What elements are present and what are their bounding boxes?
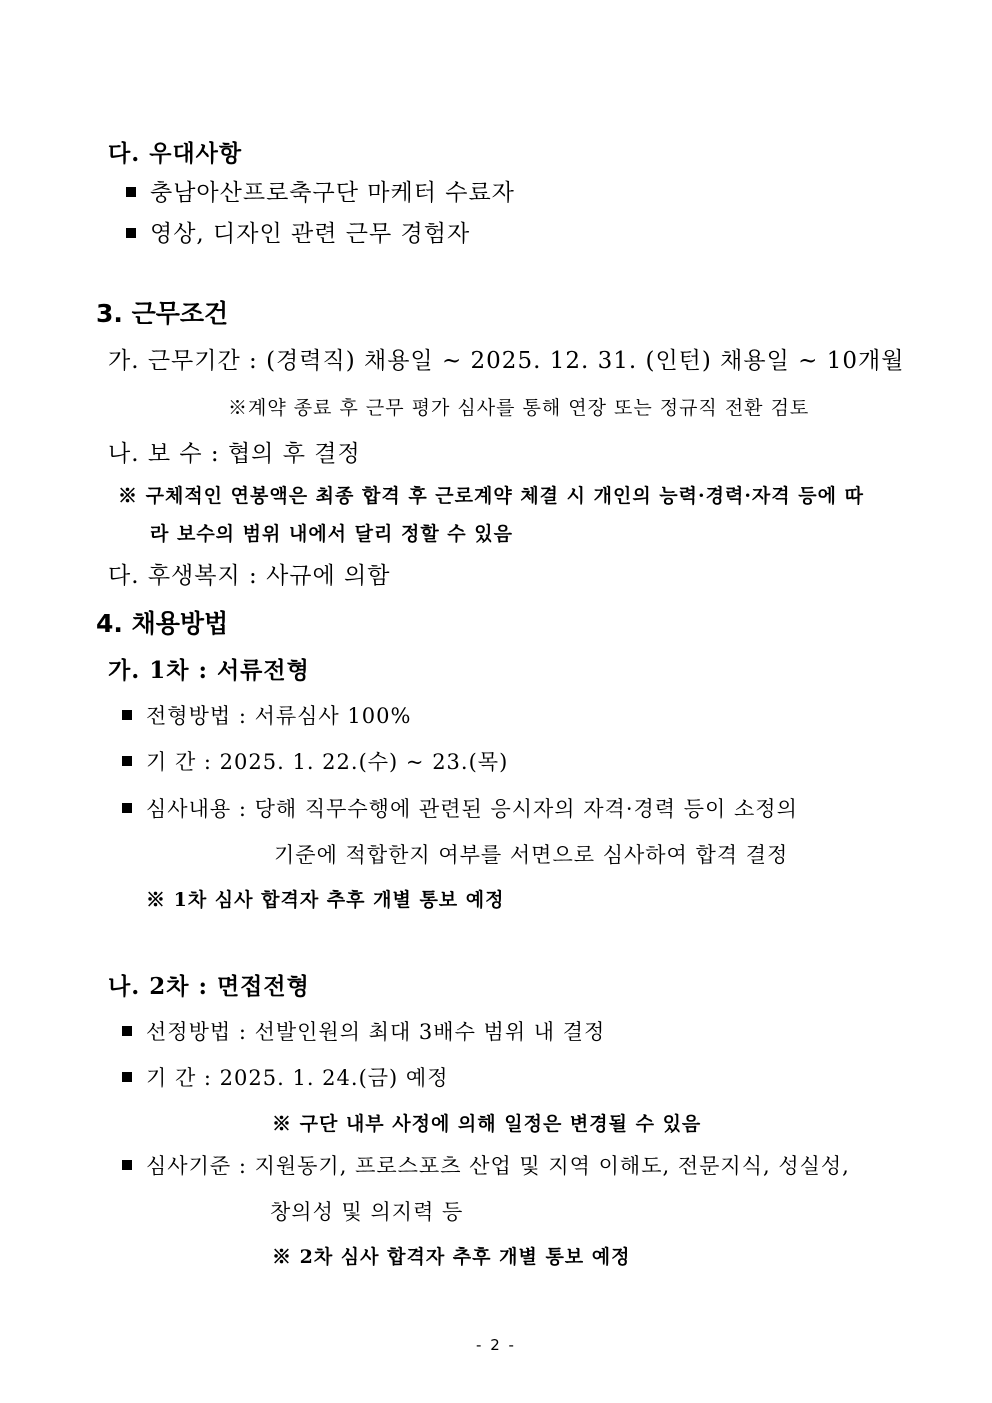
first-content-line-2: 기준에 적합한지 여부를 서면으로 심사하여 합격 결정 — [274, 843, 789, 867]
second-criteria-line-2: 창의성 및 의지력 등 — [270, 1200, 464, 1224]
black-square-icon — [122, 1160, 132, 1170]
black-square-icon — [122, 803, 132, 813]
work-period: 가. 근무기간 : (경력직) 채용일 ~ 2025. 12. 31. (인턴) 채용일 ~ 10개월 — [108, 348, 905, 374]
list-item: 영상, 디자인 관련 근무 경험자 — [126, 223, 470, 246]
second-stage-note: ※ 2차 심사 합격자 추후 개별 통보 예정 — [272, 1246, 631, 1268]
first-stage-note: ※ 1차 심사 합격자 추후 개별 통보 예정 — [146, 889, 505, 911]
list-item: 심사기준 : 지원동기, 프로스포츠 산업 및 지역 이해도, 전문지식, 성실성, — [122, 1156, 850, 1177]
black-square-icon — [122, 710, 132, 720]
second-stage-title: 나. 2차 : 면접전형 — [108, 973, 310, 1000]
second-period-note: ※ 구단 내부 사정에 의해 일정은 변경될 수 있음 — [272, 1113, 702, 1135]
preferential-title: 다. 우대사항 — [108, 140, 243, 167]
list-item: 충남아산프로축구단 마케터 수료자 — [126, 182, 515, 205]
black-square-icon — [126, 187, 136, 197]
section-heading-working-conditions: 3. 근무조건 — [96, 299, 229, 328]
page-number: - 2 - — [476, 1336, 516, 1354]
list-item: 기 간 : 2025. 1. 22.(수) ~ 23.(목) — [122, 752, 508, 773]
pay-note-line-1: ※ 구체적인 연봉액은 최종 합격 후 근로계약 체결 시 개인의 능력·경력·자격 등에 따 — [118, 485, 864, 507]
list-item: 심사내용 : 당해 직무수행에 관련된 응시자의 자격·경력 등이 소정의 — [122, 799, 798, 820]
list-item: 전형방법 : 서류심사 100% — [122, 706, 411, 727]
pay: 나. 보 수 : 협의 후 결정 — [108, 441, 361, 467]
welfare: 다. 후생복지 : 사규에 의함 — [108, 563, 391, 589]
first-stage-title: 가. 1차 : 서류전형 — [108, 657, 310, 684]
list-item: 기 간 : 2025. 1. 24.(금) 예정 — [122, 1068, 449, 1089]
black-square-icon — [126, 228, 136, 238]
black-square-icon — [122, 1026, 132, 1036]
list-item: 선정방법 : 선발인원의 최대 3배수 범위 내 결정 — [122, 1022, 605, 1043]
black-square-icon — [122, 756, 132, 766]
work-period-note: ※계약 종료 후 근무 평가 심사를 통해 연장 또는 정규직 전환 검토 — [228, 397, 810, 419]
pay-note-line-2: 라 보수의 범위 내에서 달리 정할 수 있음 — [150, 523, 513, 545]
black-square-icon — [122, 1072, 132, 1082]
section-heading-hiring-method: 4. 채용방법 — [96, 609, 229, 638]
